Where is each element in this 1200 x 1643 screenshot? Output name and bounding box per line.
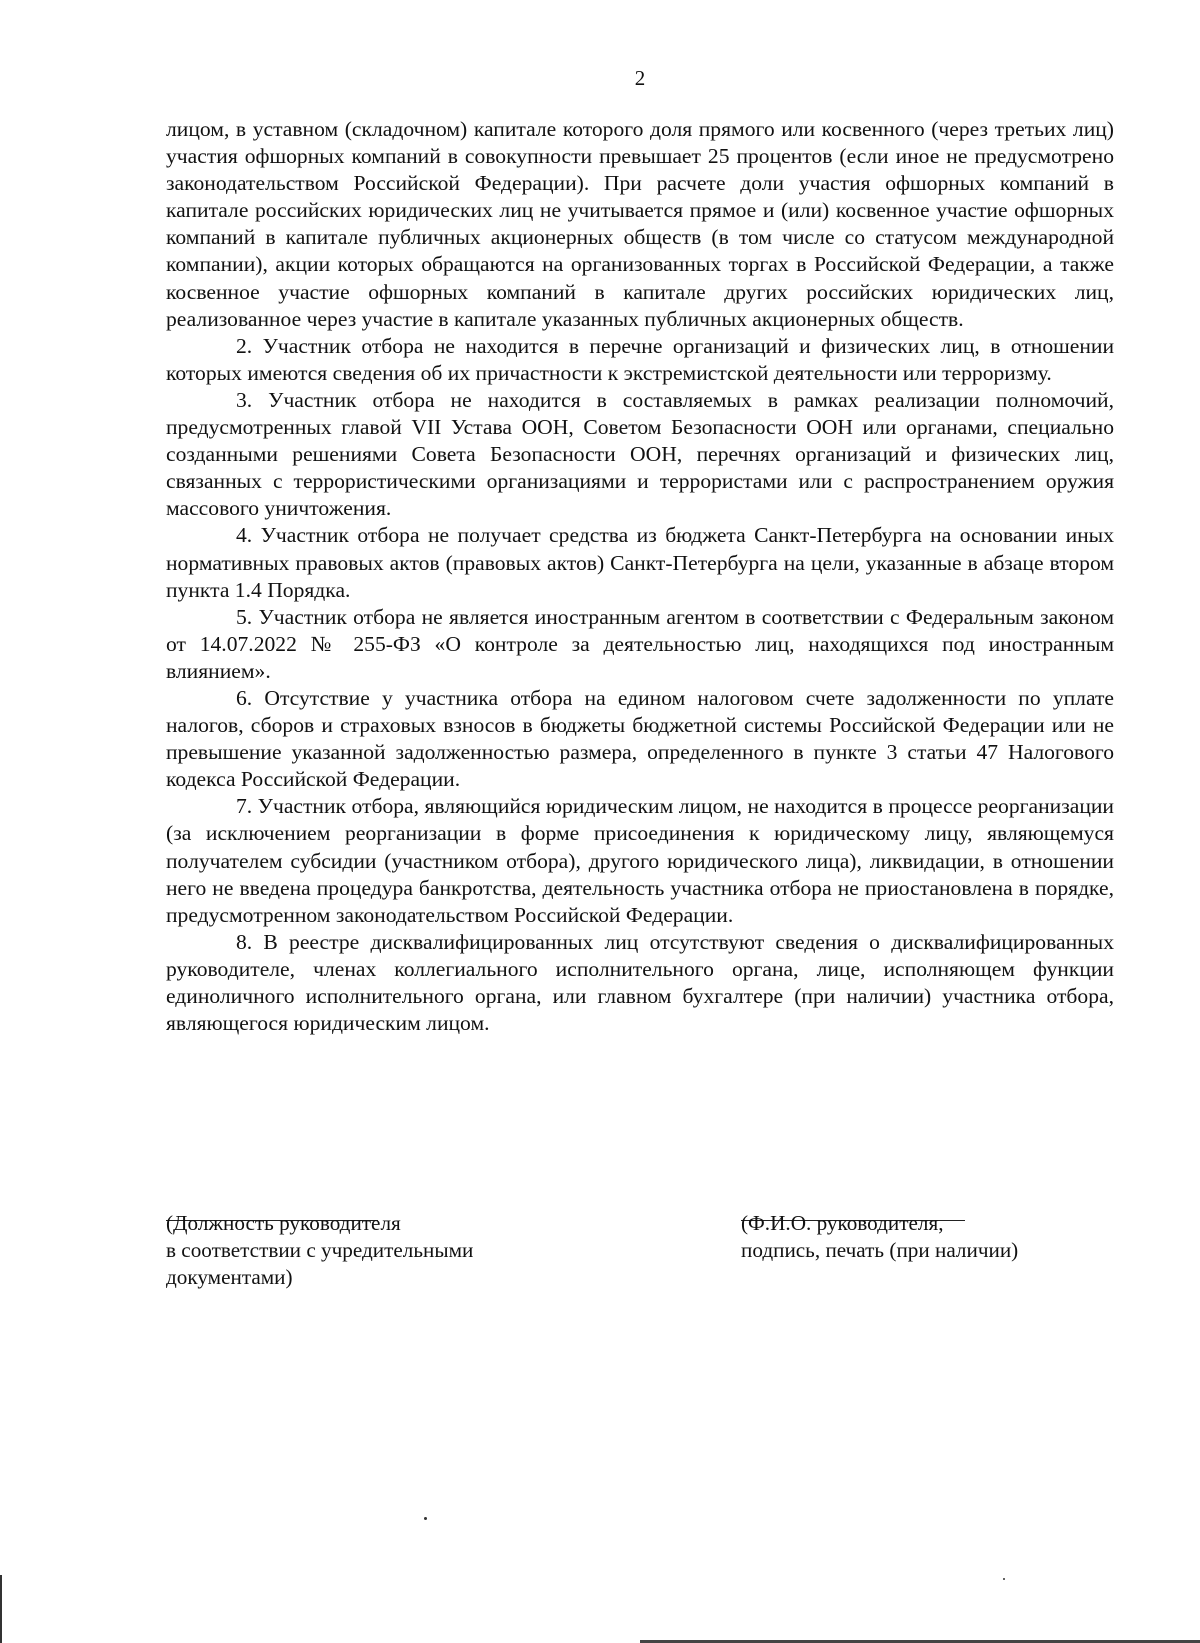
paragraph-item-3: 3. Участник отбора не находится в составляемых в рамках реализации полномочий, предусмотренных главой VII Устава ООН, Советом Безопасности ООН или органами, специально созданными решениями Совета Безопасности ООН, перечнях организаций и физических лиц, связанных с террористическими организациями и террористами или с распространением оружия массового уничтожения. xyxy=(166,387,1114,521)
scan-speck xyxy=(424,1517,427,1520)
paragraph-item-4: 4. Участник отбора не получает средства из бюджета Санкт-Петербурга на основании иных нормативных правовых актов (правовых актов) Санкт-Петербурга на цели, указанные в абзаце втором пункта 1.4 Порядка. xyxy=(166,523,1114,602)
paragraph-item-8: 8. В реестре дисквалифицированных лиц отсутствуют сведения о дисквалифицированных руководителе, членах коллегиального исполнительного органа, лице, исполняющем функции единоличного исполнительного органа, или главном бухгалтере (при наличии) участника отбора, являющегося юридическим лицом. xyxy=(166,929,1114,1036)
paragraph-item-2: 2. Участник отбора не находится в перечне организаций и физических лиц, в отношении которых имеются сведения об их причастности к экстремистской деятельности или терроризму. xyxy=(166,333,1114,385)
name-caption-line: подпись, печать (при наличии) xyxy=(741,1238,1019,1262)
document-body xyxy=(166,116,1114,1037)
paragraph-item-7: 7. Участник отбора, являющийся юридическим лицом, не находится в процессе реорганизации (за исключением реорганизации в форме присоединения к юридическому лицу, являющемуся получателем субсидии (участником отбора), другого юридического лица), ликвидации, в отношении него не введена процедура банкротства, деятельность участника отбора не приостановлена в порядке, предусмотренном законодательством Российской Федерации. xyxy=(166,794,1114,927)
name-signature-caption xyxy=(741,1210,1141,1264)
paragraph-continuation: лицом, в уставном (складочном) капитале которого доля прямого или косвенного (через третьих лиц) участия офшорных компаний в совокупности превышает 25 процентов (если иное не предусмотрено законодательством Российской Федерации). При расчете доли участия офшорных компаний в капитале российских юридических лиц не учитывается прямое и (или) косвенное участие офшорных компаний в капитале публичных акционерных обществ (в том числе со статусом международной компании), акции которых обращаются на организованных торгах в Российской Федерации, а также косвенное участие офшорных компаний в капитале других российских юридических лиц, реализованное через участие в капитале указанных публичных акционерных обществ. xyxy=(166,117,1114,331)
position-caption-line: (Должность руководителя xyxy=(166,1211,401,1235)
paragraph-item-5: 5. Участник отбора не является иностранным агентом в соответствии с Федеральным законом от 14.07.2022 № 255-ФЗ «О контроле за деятельностью лиц, находящихся под иностранным влиянием». xyxy=(166,604,1114,683)
scan-speck xyxy=(1003,1578,1005,1580)
scan-edge-mark xyxy=(0,1575,2,1643)
paragraph-item-6: 6. Отсутствие у участника отбора на едином налоговом счете задолженности по уплате налогов, сборов и страховых взносов в бюджеты бюджетной системы Российской Федерации или не превышение указанной задолженностью размера, определенного в пункте 3 статьи 47 Налогового кодекса Российской Федерации. xyxy=(166,685,1114,792)
name-caption-line: (Ф.И.О. руководителя, xyxy=(741,1211,944,1235)
position-caption-line: в соответствии с учредительными xyxy=(166,1238,474,1262)
position-caption xyxy=(166,1210,566,1291)
position-caption-line: документами) xyxy=(166,1265,293,1289)
page-number: 2 xyxy=(634,66,646,90)
